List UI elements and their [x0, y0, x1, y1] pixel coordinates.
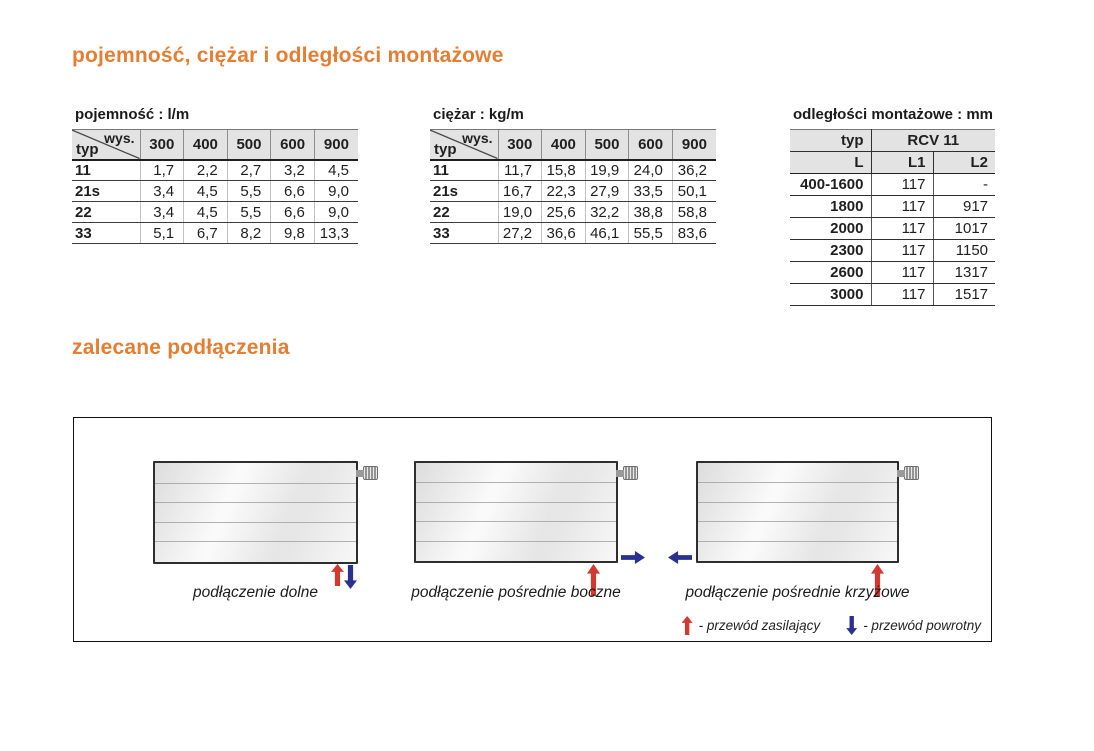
height-column-header: 900 [314, 130, 358, 160]
table-row [790, 262, 995, 284]
table-row [790, 284, 995, 306]
value-cell: 19,0 [498, 202, 542, 223]
weight-table-label: ciężar : kg/m [433, 106, 524, 123]
row-type-label: 33 [430, 223, 498, 244]
supply-arrow-icon [331, 564, 344, 586]
value-cell: 27,2 [498, 223, 542, 244]
legend-item-supply [682, 616, 821, 635]
connection-caption: podłączenie pośrednie krzyżowe [685, 584, 910, 601]
length-cell: 3000 [790, 284, 871, 306]
value-cell: 3,2 [271, 160, 315, 181]
height-column-header: 300 [140, 130, 184, 160]
weight-table-section [430, 106, 716, 244]
legend-label: - przewód zasilający [698, 618, 821, 633]
weight-table [430, 129, 716, 244]
value-cell: 3,4 [140, 202, 184, 223]
l2-cell: 1017 [933, 218, 995, 240]
capacity-table-section [72, 106, 358, 244]
value-cell: 32,2 [585, 202, 629, 223]
row-type-label: 21s [72, 181, 140, 202]
table-row [72, 181, 358, 202]
table-row [430, 160, 716, 181]
value-cell: 33,5 [629, 181, 673, 202]
table-row [430, 202, 716, 223]
table-row [790, 174, 995, 196]
connection-caption: podłączenie dolne [193, 584, 318, 601]
supply-arrow-icon [682, 616, 693, 635]
value-cell: 58,8 [672, 202, 716, 223]
value-cell: 9,8 [271, 223, 315, 244]
mounting-distance-table [790, 129, 995, 306]
value-cell: 6,6 [271, 202, 315, 223]
table-row [72, 160, 358, 181]
valve-knob-icon [363, 466, 378, 480]
l1-cell: 117 [871, 262, 933, 284]
value-cell: 83,6 [672, 223, 716, 244]
table-row [72, 202, 358, 223]
return-arrow-icon [668, 551, 692, 564]
legend-label: - przewód powrotny [863, 618, 981, 633]
value-cell: 36,6 [542, 223, 586, 244]
dist-header-L1: L1 [871, 152, 933, 174]
l2-cell: 1317 [933, 262, 995, 284]
value-cell: 25,6 [542, 202, 586, 223]
dist-header-L2: L2 [933, 152, 995, 174]
radiator-illustration-2 [414, 461, 618, 563]
value-cell: 9,0 [314, 181, 358, 202]
value-cell: 3,4 [140, 181, 184, 202]
length-cell: 2000 [790, 218, 871, 240]
value-cell: 6,6 [271, 181, 315, 202]
row-type-label: 22 [430, 202, 498, 223]
value-cell: 22,3 [542, 181, 586, 202]
value-cell: 15,8 [542, 160, 586, 181]
dist-header-typ: typ [790, 130, 871, 152]
return-arrow-icon [846, 616, 857, 635]
corner-label-typ: typ [76, 140, 99, 158]
connection-caption: podłączenie pośrednie boczne [411, 584, 621, 601]
value-cell: 4,5 [184, 202, 228, 223]
table-row [430, 223, 716, 244]
valve-knob-icon [623, 466, 638, 480]
valve-knob-icon [904, 466, 919, 480]
value-cell: 5,5 [227, 181, 271, 202]
corner-header [430, 130, 498, 160]
value-cell: 13,3 [314, 223, 358, 244]
value-cell: 50,1 [672, 181, 716, 202]
value-cell: 2,7 [227, 160, 271, 181]
value-cell: 19,9 [585, 160, 629, 181]
row-type-label: 22 [72, 202, 140, 223]
value-cell: 1,7 [140, 160, 184, 181]
row-type-label: 11 [430, 160, 498, 181]
length-cell: 2300 [790, 240, 871, 262]
l1-cell: 117 [871, 240, 933, 262]
l2-cell: 917 [933, 196, 995, 218]
height-column-header: 600 [629, 130, 673, 160]
row-type-label: 21s [430, 181, 498, 202]
row-type-label: 11 [72, 160, 140, 181]
value-cell: 38,8 [629, 202, 673, 223]
value-cell: 11,7 [498, 160, 542, 181]
height-column-header: 500 [227, 130, 271, 160]
value-cell: 24,0 [629, 160, 673, 181]
height-column-header: 400 [542, 130, 586, 160]
l1-cell: 117 [871, 174, 933, 196]
l1-cell: 117 [871, 218, 933, 240]
l2-cell: - [933, 174, 995, 196]
l1-cell: 117 [871, 196, 933, 218]
capacity-table [72, 129, 358, 244]
dist-header-model: RCV 11 [871, 130, 995, 152]
length-cell: 400-1600 [790, 174, 871, 196]
row-type-label: 33 [72, 223, 140, 244]
connections-diagram [73, 417, 992, 642]
table-row [790, 218, 995, 240]
length-cell: 1800 [790, 196, 871, 218]
section-title-connections: zalecane podłączenia [72, 336, 290, 359]
legend [682, 616, 981, 635]
corner-label-typ: typ [434, 140, 457, 158]
value-cell: 6,7 [184, 223, 228, 244]
radiator-illustration-3 [696, 461, 899, 563]
table-row [790, 240, 995, 262]
height-column-header: 300 [498, 130, 542, 160]
value-cell: 4,5 [184, 181, 228, 202]
value-cell: 16,7 [498, 181, 542, 202]
height-column-header: 900 [672, 130, 716, 160]
value-cell: 4,5 [314, 160, 358, 181]
table-row [72, 223, 358, 244]
value-cell: 46,1 [585, 223, 629, 244]
value-cell: 5,5 [227, 202, 271, 223]
value-cell: 5,1 [140, 223, 184, 244]
corner-label-wys: wys. [104, 130, 135, 146]
l2-cell: 1517 [933, 284, 995, 306]
capacity-table-label: pojemność : l/m [75, 106, 190, 123]
radiator-illustration-1 [153, 461, 358, 564]
value-cell: 8,2 [227, 223, 271, 244]
corner-header [72, 130, 140, 160]
table-row [430, 181, 716, 202]
value-cell: 2,2 [184, 160, 228, 181]
value-cell: 27,9 [585, 181, 629, 202]
mounting-distance-table-label: odległości montażowe : mm [793, 106, 994, 123]
l1-cell: 117 [871, 284, 933, 306]
length-cell: 2600 [790, 262, 871, 284]
value-cell: 36,2 [672, 160, 716, 181]
legend-item-return [846, 616, 981, 635]
value-cell: 9,0 [314, 202, 358, 223]
return-arrow-icon [621, 551, 645, 564]
height-column-header: 400 [184, 130, 228, 160]
page-title: pojemność, ciężar i odległości montażowe [72, 44, 504, 67]
height-column-header: 600 [271, 130, 315, 160]
dist-header-L: L [790, 152, 871, 174]
corner-label-wys: wys. [462, 130, 493, 146]
l2-cell: 1150 [933, 240, 995, 262]
table-row [790, 196, 995, 218]
mounting-distance-table-section [790, 106, 995, 306]
value-cell: 55,5 [629, 223, 673, 244]
height-column-header: 500 [585, 130, 629, 160]
